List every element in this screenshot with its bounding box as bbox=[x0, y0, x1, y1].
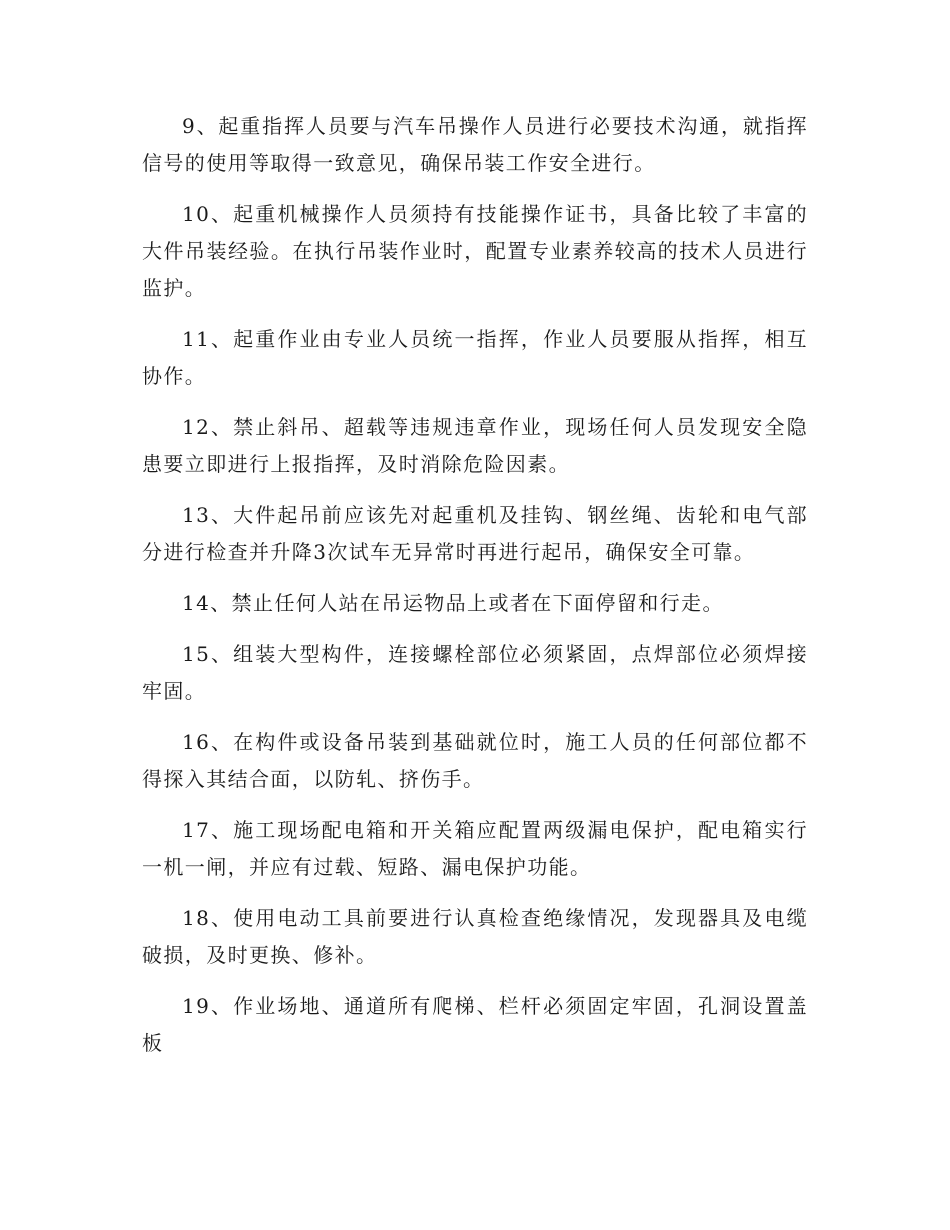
paragraph-12: 12、禁止斜吊、超载等违规违章作业，现场任何人员发现安全隐患要立即进行上报指挥，及时消除危险因素。 bbox=[142, 415, 808, 476]
paragraph-15: 15、组装大型构件，连接螺栓部位必须紧固，点焊部位必须焊接牢固。 bbox=[142, 642, 808, 703]
paragraph-13: 13、大件起吊前应该先对起重机及挂钩、钢丝绳、齿轮和电气部分进行检查并升降3次试车无异常时再进行起吊，确保安全可靠。 bbox=[142, 503, 808, 564]
paragraph-9: 9、起重指挥人员要与汽车吊操作人员进行必要技术沟通，就指挥信号的使用等取得一致意见，确保吊装工作安全进行。 bbox=[142, 114, 808, 175]
paragraph-11: 11、起重作业由专业人员统一指挥，作业人员要服从指挥，相互协作。 bbox=[142, 327, 808, 388]
paragraph-10: 10、起重机械操作人员须持有技能操作证书，具备比较了丰富的大件吊装经验。在执行吊装作业时，配置专业素养较高的技术人员进行监护。 bbox=[142, 202, 808, 300]
paragraph-17: 17、施工现场配电箱和开关箱应配置两级漏电保护，配电箱实行一机一闸，并应有过载、短路、漏电保护功能。 bbox=[142, 818, 808, 879]
paragraph-19: 19、作业场地、通道所有爬梯、栏杆必须固定牢固，孔洞设置盖板 bbox=[142, 994, 808, 1055]
paragraph-18: 18、使用电动工具前要进行认真检查绝缘情况，发现器具及电缆破损，及时更换、修补。 bbox=[142, 906, 808, 967]
document-body bbox=[142, 108, 808, 1076]
paragraph-14: 14、禁止任何人站在吊运物品上或者在下面停留和行走。 bbox=[182, 591, 724, 615]
paragraph-16: 16、在构件或设备吊装到基础就位时，施工人员的任何部位都不得探入其结合面，以防轧、挤伤手。 bbox=[142, 730, 808, 791]
